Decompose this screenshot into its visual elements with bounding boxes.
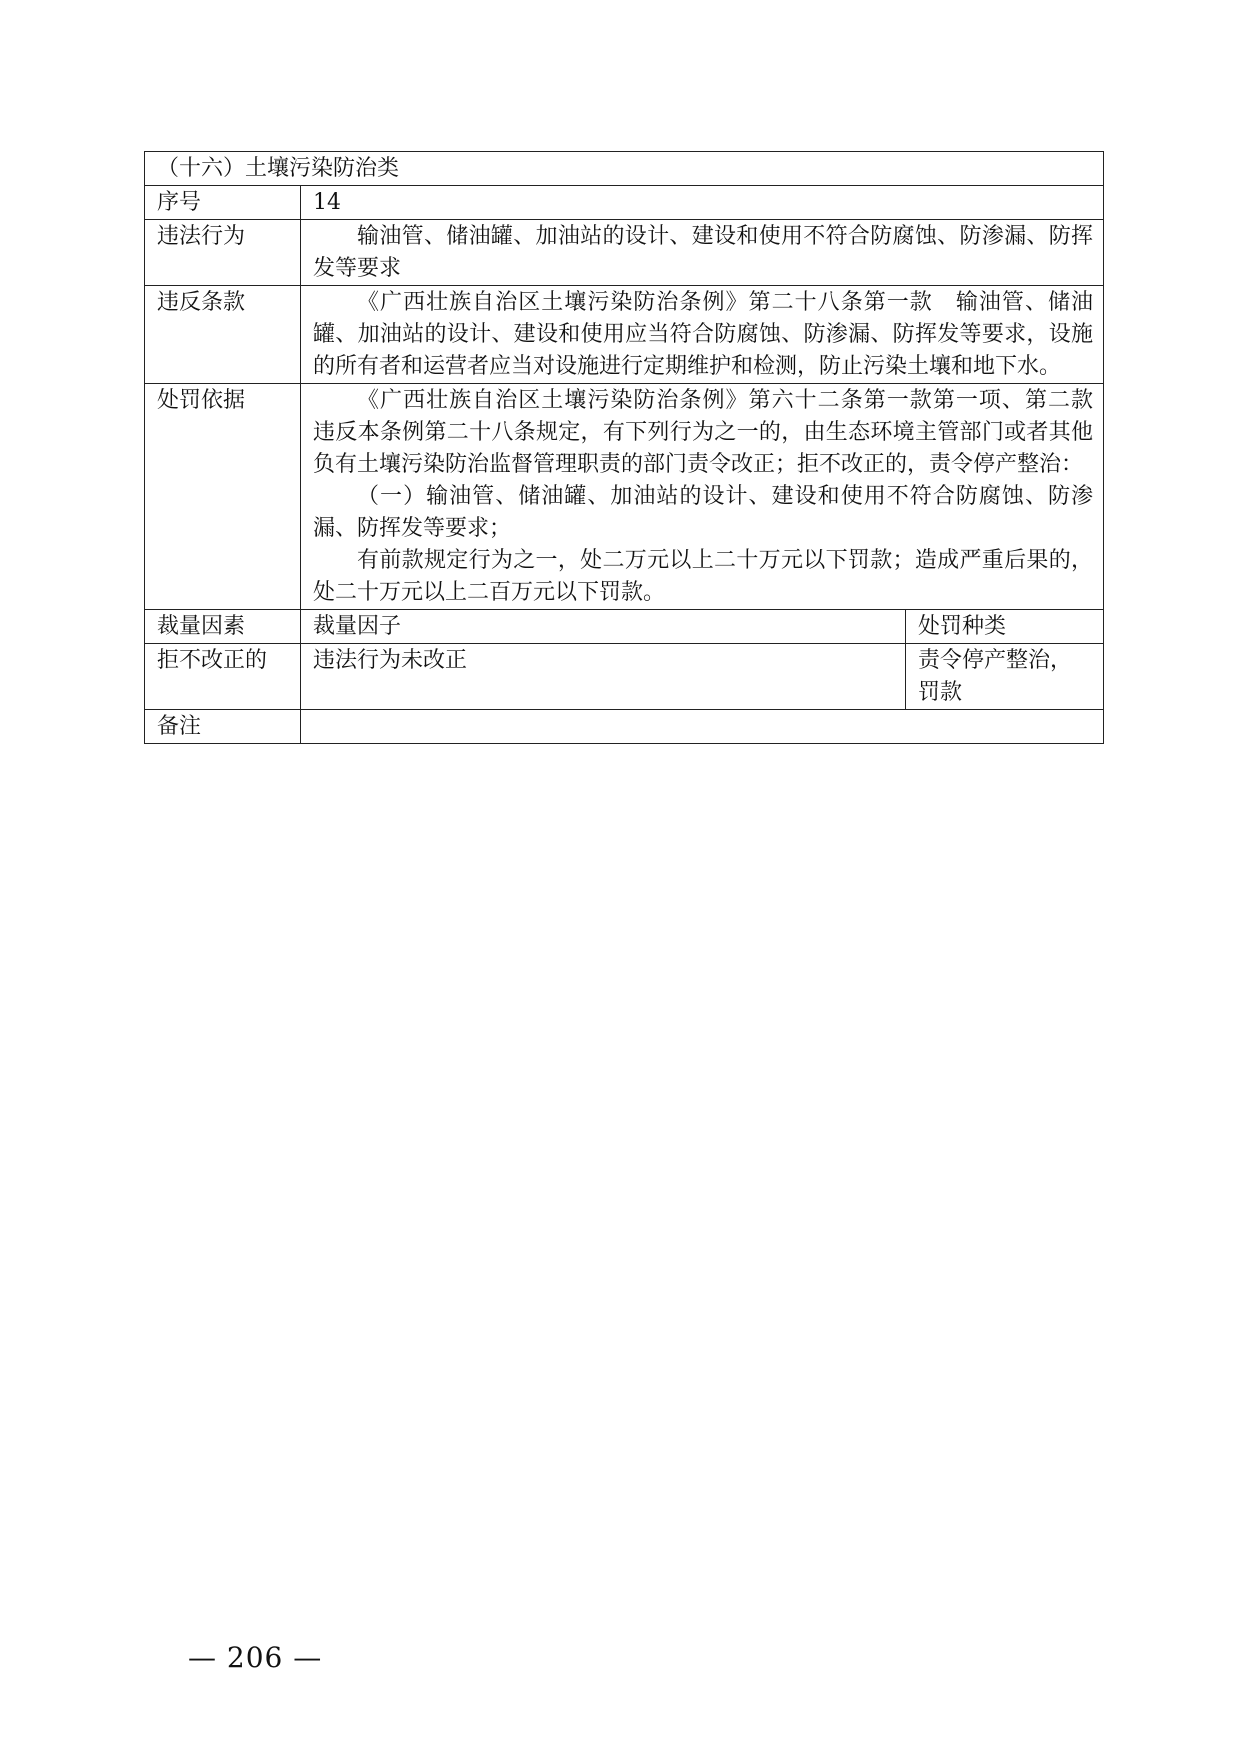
index-value: 14 [301, 186, 1104, 220]
provision-label: 违反条款 [145, 286, 301, 384]
penalty-type-header: 处罚种类 [906, 610, 1104, 644]
index-row [145, 186, 1104, 220]
discretion-row [145, 644, 1104, 710]
penalty-basis-paragraph: （一）输油管、储油罐、加油站的设计、建设和使用不符合防腐蚀、防渗漏、防挥发等要求； [313, 484, 1094, 541]
section-title-row [145, 152, 1104, 186]
discretion-header-row [145, 610, 1104, 644]
penalty-basis-row [145, 384, 1104, 610]
discretion-subfactor-header: 裁量因子 [301, 610, 906, 644]
penalty-basis-paragraph: 有前款规定行为之一，处二万元以上二十万元以下罚款；造成严重后果的，处二十万元以上二百万元以下罚款。 [313, 548, 1094, 605]
discretion-factor-header: 裁量因素 [145, 610, 301, 644]
remarks-row [145, 710, 1104, 744]
index-label: 序号 [145, 186, 301, 220]
violation-cell [301, 220, 1104, 286]
discretion-subfactor: 违法行为未改正 [301, 644, 906, 710]
violation-row [145, 220, 1104, 286]
provision-text: 《广西壮族自治区土壤污染防治条例》第二十八条第一款 输油管、储油罐、加油站的设计、建设和使用应当符合防腐蚀、防渗漏、防挥发等要求，设施的所有者和运营者应当对设施进行定期维护和检测，防止污染土壤和地下水。 [313, 290, 1094, 379]
discretion-factor: 拒不改正的 [145, 644, 301, 710]
remarks-value [301, 710, 1104, 744]
penalty-type: 责令停产整治，罚款 [906, 644, 1104, 710]
penalty-discretion-table [144, 151, 1116, 744]
violation-label: 违法行为 [145, 220, 301, 286]
violation-text: 输油管、储油罐、加油站的设计、建设和使用不符合防腐蚀、防渗漏、防挥发等要求 [313, 224, 1094, 281]
penalty-basis-paragraph: 《广西壮族自治区土壤污染防治条例》第六十二条第一款第一项、第二款 违反本条例第二十八条规定，有下列行为之一的，由生态环境主管部门或者其他负有土壤污染防治监督管理职责的部门责令改正；拒不改正的，责令停产整治： [313, 388, 1116, 477]
page-number: — 206 — [188, 1641, 323, 1674]
provision-row [145, 286, 1104, 384]
section-title: （十六）土壤污染防治类 [145, 152, 1104, 186]
provision-cell [301, 286, 1104, 384]
remarks-label: 备注 [145, 710, 301, 744]
penalty-basis-label: 处罚依据 [145, 384, 301, 610]
penalty-basis-cell [301, 384, 1116, 610]
